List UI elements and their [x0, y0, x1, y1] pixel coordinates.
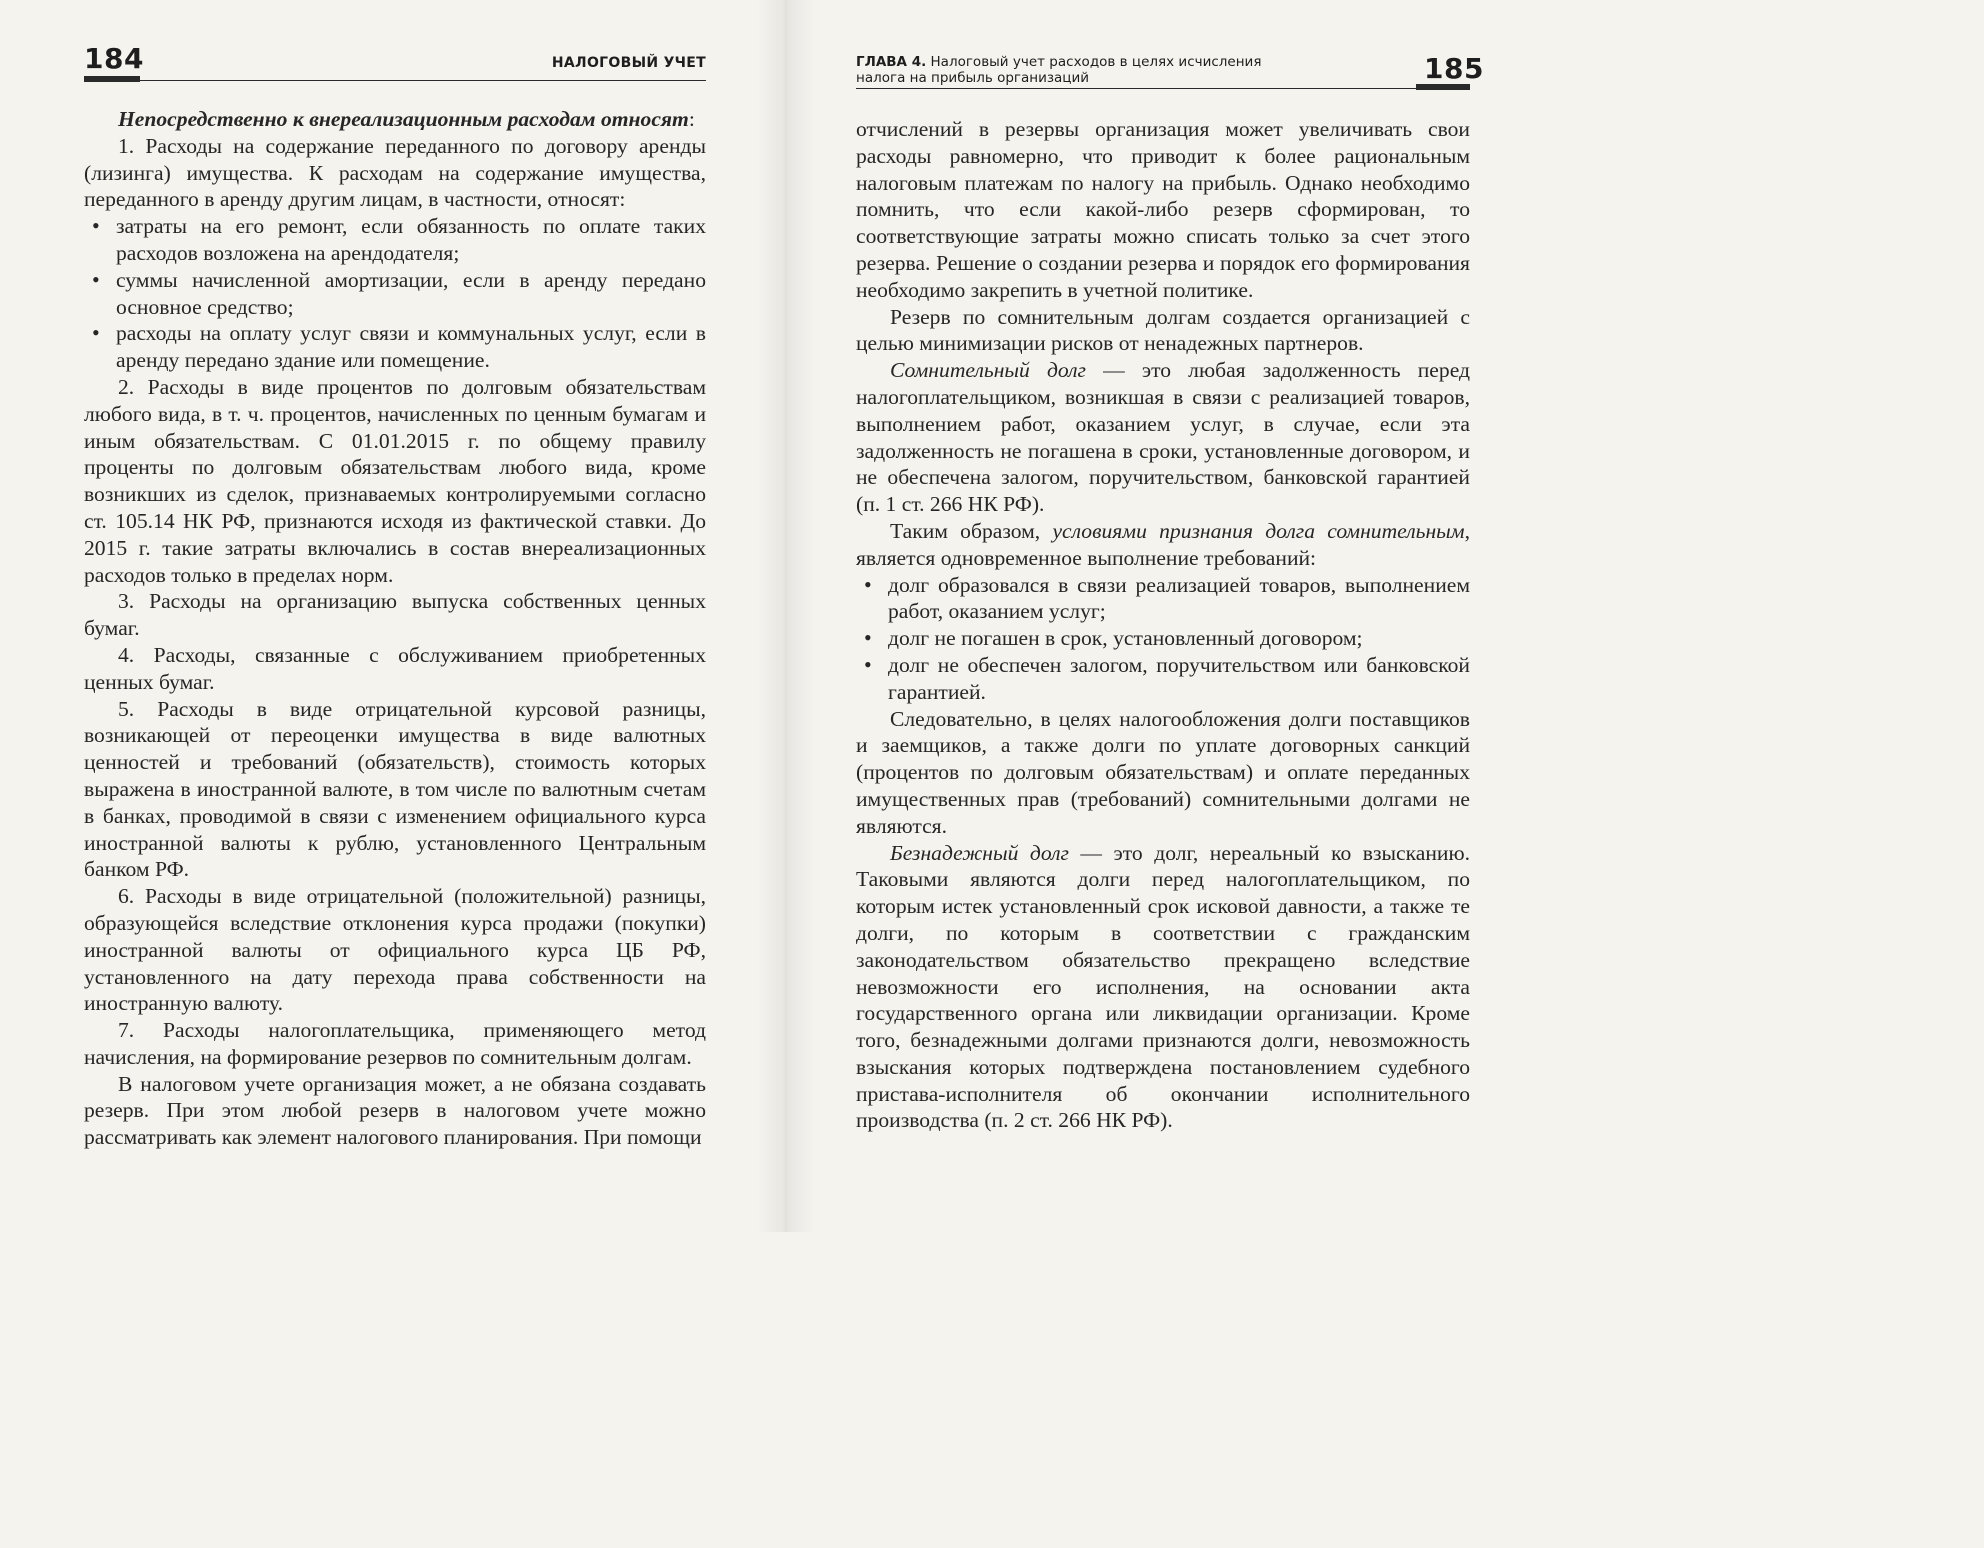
hopeless-debt-definition [856, 840, 1470, 1135]
conditions-bullet-list [856, 572, 1470, 706]
conditions-lead: Таким образом, [890, 518, 1053, 543]
reserve-paragraph: Резерв по сомнительным долгам создается организацией с целью минимизации рисков от ненадежных партнеров. [856, 304, 1470, 356]
item-4: 4. Расходы, связанные с обслуживанием приобретенных ценных бумаг. [84, 642, 706, 694]
item-3: 3. Расходы на организацию выпуска собственных ценных бумаг. [84, 589, 706, 641]
consequently-paragraph: Следовательно, в целях налогообложения долги поставщиков и заемщиков, а также долги по уплате договорных санкций (процентов по долговым обязательствам) и оплате переданных имущественных прав (требований) сомнительными долгами не являются. [856, 706, 1470, 838]
right-page-body [856, 116, 1470, 1134]
conditions-paragraph [856, 518, 1470, 572]
doubtful-debt-text: — это любая задолженность перед налогоплательщиком, возникшая в связи с реализацией товаров, выполнением работ, оказанием услуг, в случае, если эта задолженность не погашена в сроки, установленные договором, и не обеспечена залогом, поручительством, банковской гарантией (п. 1 ст. 266 НК РФ). [856, 358, 1470, 517]
list-item: • суммы начисленной амортизации, если в аренду передано основное средство; [84, 267, 706, 321]
list-item: • долг не погашен в срок, установленный договором; [856, 625, 1470, 652]
list-item: • затраты на его ремонт, если обязанность по оплате таких расходов возложена на арендодателя; [84, 213, 706, 267]
right-page [784, 0, 1568, 1232]
header-rule-right [856, 88, 1416, 89]
doubtful-debt-term: Сомнительный долг [890, 358, 1086, 383]
intro-paragraph [84, 106, 706, 133]
header-rule-left [140, 80, 706, 81]
item-1: 1. Расходы на содержание переданного по договору аренды (лизинга) имущества. К расходам на содержание имущества, переданного в аренду другим лицам, в частности, относят: [84, 133, 706, 212]
chapter-header [856, 54, 1261, 86]
left-page [0, 0, 784, 1232]
closing-paragraph: В налоговом учете организация может, а не обязана создавать резерв. При этом любой резерв в налоговом учете можно рассматривать как элемент налогового планирования. При помощи [84, 1071, 706, 1150]
page-number-right: 185 [1424, 52, 1484, 85]
left-page-body [84, 106, 706, 1151]
chapter-title-line1: Налоговый учет расходов в целях исчисления [930, 54, 1262, 70]
conditions-term: условиями признания долга сомнительным [1052, 518, 1465, 543]
item-7: 7. Расходы налогоплательщика, применяющего метод начисления, на формирование резервов по сомнительным долгам. [84, 1018, 706, 1069]
intro-heading: Непосредственно к внереализационным расходам относят [118, 107, 689, 131]
item-5: 5. Расходы в виде отрицательной курсовой разницы, возникающей от переоценки имущества в виде валютных ценностей и требований (обязательств), стоимость которых выражена в иностранной валюте, в том числе по валютным счетам в банках, проводимой в связи с изменением официального курса иностранной валюты к рублю, установленного Центральным банком РФ. [84, 696, 706, 882]
item-6: 6. Расходы в виде отрицательной (положительной) разницы, образующейся вследствие отклонения курса продажи (покупки) иностранной валюты от официального курса ЦБ РФ, установленного на дату перехода права собственности на иностранную валюту. [84, 884, 706, 1016]
doubtful-debt-definition [856, 357, 1470, 518]
intro-colon: : [688, 107, 695, 131]
list-item: • расходы на оплату услуг связи и коммунальных услуг, если в аренду передано здание или помещение. [84, 320, 706, 374]
chapter-title-line2: налога на прибыль организаций [856, 70, 1090, 86]
conditions-tail: , является одновременное выполнение требований: [856, 518, 1470, 570]
list-item: • долг не обеспечен залогом, поручительством или банковской гарантией. [856, 652, 1470, 706]
page-number-left: 184 [84, 42, 144, 75]
chapter-header-line1 [856, 54, 1261, 70]
chapter-label: ГЛАВА 4. [856, 54, 927, 70]
item-2: 2. Расходы в виде процентов по долговым обязательствам любого вида, в т. ч. процентов, начисленных по ценным бумагам и иным обязательствам. С 01.01.2015 г. по общему правилу проценты по долговым обязательствам любого вида, кроме возникших из сделок, признаваемых контролируемыми согласно ст. 105.14 НК РФ, признаются исходя из фактической ставки. До 2015 г. такие затраты включались в состав внереализационных расходов только в пределах норм. [84, 374, 706, 587]
hopeless-debt-term: Безнадежный долг [890, 840, 1069, 865]
hopeless-debt-text: — это долг, нереальный ко взысканию. Таковыми являются долги перед налогоплательщиком, по которым истек установленный срок исковой давности, а также те долги, по которым в соответствии с гражданским законодательством обязательство прекращено вследствие невозможности его исполнения, на основании акта государственного органа или ликвидации организации. Кроме того, безнадежными долгами признаются долги, невозможность взыскания которых подтверждена постановлением судебного пристава-исполнителя об окончании исполнительного производства (п. 2 ст. 266 НК РФ). [856, 840, 1470, 1133]
list-item: • долг образовался в связи реализацией товаров, выполнением работ, оказанием услуг; [856, 572, 1470, 626]
item-1-bullet-list [84, 213, 706, 374]
header-bar-left [84, 76, 140, 82]
running-title: НАЛОГОВЫЙ УЧЕТ [551, 55, 706, 71]
continuation-paragraph: отчислений в резервы организация может увеличивать свои расходы равномерно, что приводит к более рациональным налоговым платежам по налогу на прибыль. Однако необходимо помнить, что если какой-либо резерв сформирован, то соответствующие затраты можно списать только за счет этого резерва. Решение о создании резерва и порядок его формирования необходимо закрепить в учетной политике. [856, 117, 1470, 302]
